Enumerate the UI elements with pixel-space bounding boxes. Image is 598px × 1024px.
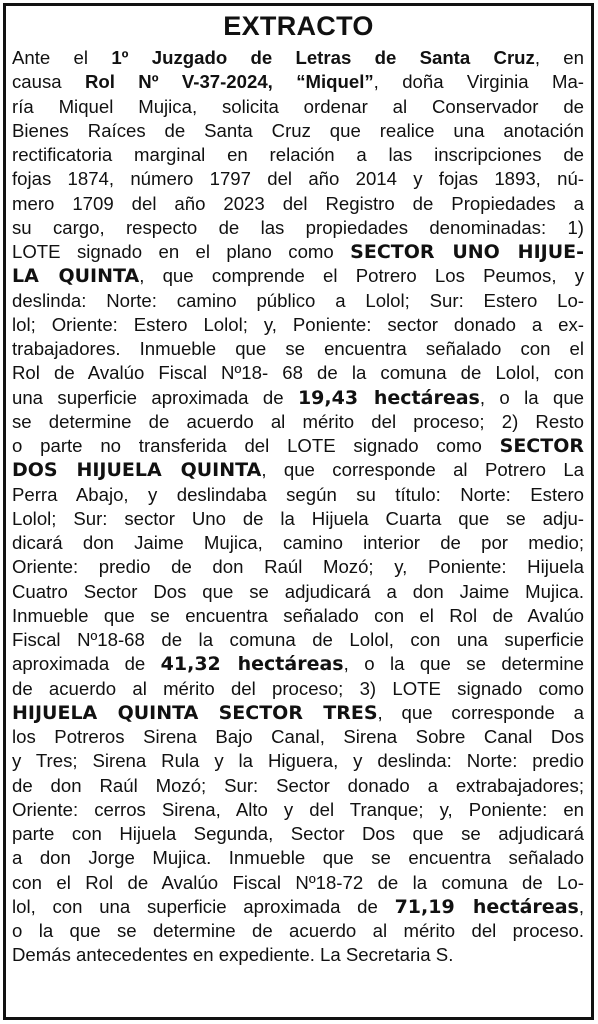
text-segment: una superficie aproximada de [12,386,298,408]
text-line [12,289,584,313]
text-line [12,652,584,676]
text-line [12,410,584,434]
bold-text-segment: HIJUELA QUINTA SECTOR TRES [12,701,378,724]
text-segment: , que corresponde a [377,701,584,723]
text-segment: deslinda: Norte: camino público a Lolol; Sur: Estero Lo- [12,289,584,311]
text-segment: de don Raúl Mozó; Sur: Sector donado a extrabajadores; [12,774,584,796]
text-line [12,555,584,579]
text-segment: Ante el [12,47,112,68]
text-line [12,943,584,967]
text-line [12,483,584,507]
bold-text-segment: DOS HIJUELA QUINTA [12,459,262,482]
text-line [12,846,584,870]
text-segment: o la que se determine de acuerdo al mérito del proceso. [12,920,584,941]
text-segment: trabajadores. Inmueble que se encuentra señalado con el [12,338,584,359]
text-segment: los Potreros Sirena Bajo Canal, Sirena Sobre Canal Dos [12,726,584,747]
text-segment: de acuerdo al mérito del proceso; 3) LOTE signado como [12,677,584,699]
text-segment: Cuatro Sector Dos que se adjudicará a don Jaime Mujica. [12,580,584,602]
text-segment: Inmueble que se encuentra señalado con el Rol de Avalúo [12,604,584,626]
text-segment: , en [534,47,584,68]
text-segment: , doña Virginia Ma- [373,71,584,93]
text-segment: parte con Hijuela Segunda, Sector Dos que se adjudicará [12,823,584,844]
text-line [12,919,584,943]
text-line [12,434,584,458]
text-line [12,628,584,652]
text-segment: mero 1709 del año 2023 del Registro de Propiedades a [12,192,584,214]
text-line [12,46,584,70]
bold-text-segment: 41,32 hectáreas [160,653,344,676]
notice-body [12,46,584,968]
text-line [12,774,584,798]
text-line [12,216,584,240]
text-line [12,167,584,191]
text-line [12,192,584,216]
bold-text-segment: Rol Nº V-37-2024, “Miquel” [84,71,374,93]
text-line [12,507,584,531]
text-line [12,313,584,337]
bold-text-segment: SECTOR [499,435,584,457]
text-line [12,677,584,701]
text-segment: Demás antecedentes en expediente. La Secretaria S. [12,944,454,966]
bold-text-segment: SECTOR UNO HIJUE- [350,241,584,263]
text-line [12,871,584,895]
bold-text-segment: 19,43 hectáreas [297,386,480,409]
text-segment: su cargo, respecto de las propiedades denominadas: 1) [12,216,584,238]
text-line [12,337,584,361]
text-segment: causa [12,71,85,93]
text-segment: Bienes Raíces de Santa Cruz que realice una anotación [12,119,584,141]
text-line [12,458,584,482]
text-segment: LOTE signado en el plano como [12,241,351,262]
text-line [12,798,584,822]
text-segment: aproximada de [12,653,161,675]
notice-title: EXTRACTO [223,11,374,41]
text-segment: , o la que se determine [343,653,585,675]
text-segment: Oriente: predio de don Raúl Mozó; y, Poniente: Hijuela [12,556,584,578]
text-line [12,143,584,167]
text-segment: , que corresponde al Potrero La [261,459,584,481]
text-segment: ría Miquel Mujica, solicita ordenar al Conservador de [12,95,584,117]
text-line [12,580,584,604]
text-line [12,895,584,919]
text-line [12,95,584,119]
bold-text-segment: LA QUINTA [12,265,140,288]
text-line [12,240,584,264]
text-segment: , que comprende el Potrero Los Peumos, y [139,265,584,287]
text-segment: Lolol; Sur: sector Uno de la Hijuela Cuarta que se adju- [12,507,584,529]
text-segment: con el Rol de Avalúo Fiscal Nº18-72 de la comuna de Lo- [12,871,584,893]
notice-frame [3,3,594,1020]
text-segment: lol, con una superficie aproximada de [12,895,395,917]
text-segment: o parte no transferida del LOTE signado como [12,435,500,456]
text-segment: dicará don Jaime Mujica, camino interior de por medio; [12,532,584,553]
text-line [12,70,584,94]
bold-text-segment: 1º Juzgado de Letras de Santa Cruz [111,47,535,68]
text-segment: Fiscal Nº18-68 de la comuna de Lolol, con una superficie [12,629,584,650]
text-segment: Rol de Avalúo Fiscal Nº18- 68 de la comuna de Lolol, con [12,362,584,384]
text-segment: Perra Abajo, y deslindaba según su título: Norte: Estero [12,483,584,505]
text-line [12,701,584,725]
text-line [12,531,584,555]
text-line [12,604,584,628]
text-line [12,361,584,385]
text-line [12,119,584,143]
text-line [12,386,584,410]
text-segment: , o la que [479,386,584,408]
text-segment: y Tres; Sirena Rula y la Higuera, y deslinda: Norte: predio [12,750,584,772]
text-segment: rectificatoria marginal en relación a las inscripciones de [12,144,584,165]
text-segment: Oriente: cerros Sirena, Alto y del Tranque; y, Poniente: en [12,798,584,820]
text-line [12,725,584,749]
text-segment: a don Jorge Mujica. Inmueble que se encuentra señalado [12,847,584,869]
text-segment: se determine de acuerdo al mérito del proceso; 2) Resto [12,410,584,432]
text-segment: fojas 1874, número 1797 del año 2014 y fojas 1893, nú- [12,168,584,190]
text-line [12,749,584,773]
text-segment: , [578,895,584,917]
bold-text-segment: 71,19 hectáreas [394,895,579,918]
text-line [12,264,584,288]
text-segment: lol; Oriente: Estero Lolol; y, Poniente: sector donado a ex- [12,313,584,335]
text-line [12,822,584,846]
